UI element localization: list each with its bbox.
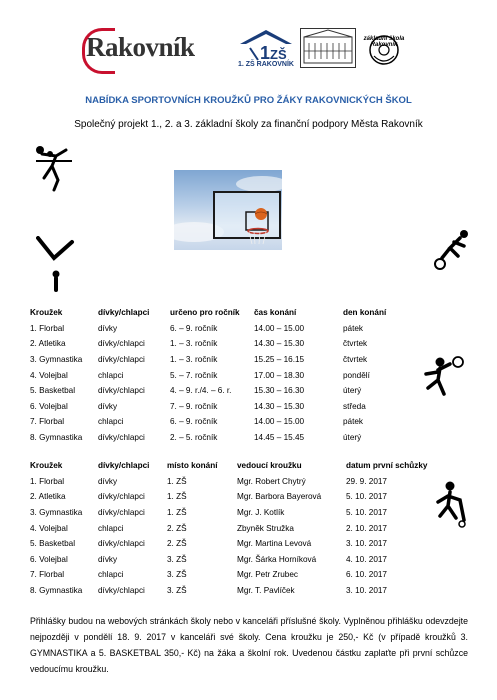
column-header: čas konání bbox=[254, 308, 297, 318]
table-cell: 4. – 9. r./4. – 6. r. bbox=[170, 386, 232, 396]
table-cell: 17.00 – 18.30 bbox=[254, 370, 305, 380]
table-row bbox=[30, 520, 446, 536]
table-cell: 8. Gymnastika bbox=[30, 586, 83, 596]
table-cell: 2. – 5. ročník bbox=[170, 433, 218, 443]
volleyball-player-icon bbox=[34, 144, 74, 194]
table-cell: úterý bbox=[343, 386, 362, 396]
table-cell: 4. Volejbal bbox=[30, 523, 68, 533]
table-cell: chlapci bbox=[98, 570, 124, 580]
table-cell: dívky/chlapci bbox=[98, 339, 145, 349]
table-cell: dívky bbox=[98, 401, 118, 411]
table-cell: 15.25 – 16.15 bbox=[254, 355, 305, 365]
school-circle-logo bbox=[362, 26, 406, 70]
table-cell: dívky bbox=[98, 476, 118, 486]
gymnast-icon bbox=[36, 236, 76, 292]
table-cell: chlapci bbox=[98, 523, 124, 533]
table-cell: dívky bbox=[98, 554, 118, 564]
table-cell: 2. ZŠ bbox=[167, 523, 187, 533]
column-header: Kroužek bbox=[30, 461, 63, 471]
football-player-icon bbox=[430, 226, 474, 270]
table-cell: 6. – 9. ročník bbox=[170, 323, 218, 333]
table-cell: 2. 10. 2017 bbox=[346, 523, 387, 533]
subtitle: Společný projekt 1., 2. a 3. základní školy za finanční podpory Města Rakovník bbox=[74, 119, 423, 130]
column-header: místo konání bbox=[167, 461, 218, 471]
table-cell: 14.45 – 15.45 bbox=[254, 433, 305, 443]
school-building-logo bbox=[300, 28, 356, 68]
table-cell: 5. – 7. ročník bbox=[170, 370, 218, 380]
table-row bbox=[30, 505, 446, 521]
svg-text:ZŠ: ZŠ bbox=[270, 47, 287, 62]
table-cell: 3. ZŠ bbox=[167, 570, 187, 580]
table-cell: 3. Gymnastika bbox=[30, 508, 83, 518]
table-cell: 1. ZŠ bbox=[167, 492, 187, 502]
table-row bbox=[30, 430, 423, 446]
table-cell: chlapci bbox=[98, 417, 124, 427]
table-header-row bbox=[30, 305, 423, 321]
column-header: vedoucí kroužku bbox=[237, 461, 302, 471]
page-title: NABÍDKA SPORTOVNÍCH KROUŽKŮ PRO ŽÁKY RAKOVNICKÝCH ŠKOL bbox=[85, 95, 412, 106]
table-cell: 1. – 3. ročník bbox=[170, 355, 218, 365]
table-cell: Mgr. Šárka Horníková bbox=[237, 554, 317, 564]
table-cell: 5. Basketbal bbox=[30, 539, 76, 549]
leaders-table bbox=[30, 458, 446, 598]
table-cell: pátek bbox=[343, 323, 364, 333]
table-cell: 1. Florbal bbox=[30, 476, 65, 486]
table-cell: 3. ZŠ bbox=[167, 554, 187, 564]
column-header: Kroužek bbox=[30, 308, 63, 318]
table-cell: dívky/chlapci bbox=[98, 355, 145, 365]
table-header-row bbox=[30, 458, 446, 474]
table-cell: 7. – 9. ročník bbox=[170, 401, 218, 411]
table-row bbox=[30, 414, 423, 430]
column-header: den konání bbox=[343, 308, 387, 318]
table-cell: 3. Gymnastika bbox=[30, 355, 83, 365]
table-cell: dívky/chlapci bbox=[98, 539, 145, 549]
table-cell: 1. – 3. ročník bbox=[170, 339, 218, 349]
table-cell: pátek bbox=[343, 417, 364, 427]
table-cell: 2. Atletika bbox=[30, 339, 66, 349]
table-cell: pondělí bbox=[343, 370, 370, 380]
table-cell: 15.30 – 16.30 bbox=[254, 386, 305, 396]
table-cell: 8. Gymnastika bbox=[30, 433, 83, 443]
table-cell: 2. Atletika bbox=[30, 492, 66, 502]
table-cell: úterý bbox=[343, 433, 362, 443]
table-row bbox=[30, 567, 446, 583]
table-cell: dívky/chlapci bbox=[98, 508, 145, 518]
table-row bbox=[30, 367, 423, 383]
table-cell: 14.30 – 15.30 bbox=[254, 401, 305, 411]
table-cell: 5. 10. 2017 bbox=[346, 508, 387, 518]
table-cell: Zbyněk Stružka bbox=[237, 523, 294, 533]
table-cell: 7. Florbal bbox=[30, 417, 65, 427]
column-header: dívky/chlapci bbox=[98, 461, 150, 471]
column-header: datum první schůzky bbox=[346, 461, 428, 471]
table-cell: 5. Basketbal bbox=[30, 386, 76, 396]
table-row bbox=[30, 474, 446, 490]
table-row bbox=[30, 489, 446, 505]
table-row bbox=[30, 583, 446, 599]
table-cell: čtvrtek bbox=[343, 339, 368, 349]
schedule-table bbox=[30, 305, 423, 445]
table-cell: dívky/chlapci bbox=[98, 586, 145, 596]
table-cell: Mgr. J. Kotlík bbox=[237, 508, 285, 518]
table-cell: dívky/chlapci bbox=[98, 492, 145, 502]
table-cell: Mgr. Petr Zrubec bbox=[237, 570, 298, 580]
table-cell: dívky/chlapci bbox=[98, 386, 145, 396]
footer-note: Přihlášky budou na webových stránkách školy nebo v kanceláři příslušné školy. Vyplněnou přihlášku odevzdejte nejpozději v pondělí 18. 9. 2017 v kanceláři své školy. Cena kroužku je 250,- Kč (v případě kroužků 3. GYMNASTIKA a 5. BASKETBAL 350,- Kč) na žáka a školní rok. Uvedenou částku zaplaťte při první schůzce vedoucímu kroužku. bbox=[30, 616, 468, 674]
table-cell: 6. Volejbal bbox=[30, 401, 68, 411]
table-cell: 4. 10. 2017 bbox=[346, 554, 387, 564]
table-row bbox=[30, 383, 423, 399]
table-cell: 14.00 – 15.00 bbox=[254, 417, 305, 427]
table-cell: 1. ZŠ bbox=[167, 476, 187, 486]
column-header: určeno pro ročník bbox=[170, 308, 240, 318]
table-row bbox=[30, 352, 423, 368]
table-row bbox=[30, 336, 423, 352]
table-row bbox=[30, 552, 446, 568]
table-cell: 6. 10. 2017 bbox=[346, 570, 387, 580]
table-cell: 14.30 – 15.30 bbox=[254, 339, 305, 349]
rakovnik-logo-text: Rakovník bbox=[86, 32, 195, 62]
rakovnik-logo bbox=[86, 32, 195, 63]
table-cell: Mgr. Martina Levová bbox=[237, 539, 312, 549]
table-row bbox=[30, 536, 446, 552]
table-cell: Mgr. T. Pavlíček bbox=[237, 586, 295, 596]
table-cell: 3. ZŠ bbox=[167, 586, 187, 596]
table-cell: chlapci bbox=[98, 370, 124, 380]
table-cell: Mgr. Robert Chytrý bbox=[237, 476, 306, 486]
table-cell: 29. 9. 2017 bbox=[346, 476, 387, 486]
table-row bbox=[30, 399, 423, 415]
school-circle-logo-text: základní škola Rakovník bbox=[363, 36, 405, 48]
zs-logo bbox=[236, 28, 296, 70]
table-cell: čtvrtek bbox=[343, 355, 368, 365]
table-cell: 4. Volejbal bbox=[30, 370, 68, 380]
table-cell: 7. Florbal bbox=[30, 570, 65, 580]
table-cell: 6. – 9. ročník bbox=[170, 417, 218, 427]
zs-logo-text: 1. ZŠ RAKOVNÍK bbox=[237, 61, 294, 68]
table-row bbox=[30, 321, 423, 337]
table-cell: 6. Volejbal bbox=[30, 554, 68, 564]
basketball-player-icon bbox=[418, 352, 468, 398]
basketball-hoop-photo bbox=[174, 170, 282, 250]
table-cell: 14.00 – 15.00 bbox=[254, 323, 305, 333]
svg-text:1: 1 bbox=[260, 43, 271, 62]
column-header: dívky/chlapci bbox=[98, 308, 150, 318]
table-cell: dívky/chlapci bbox=[98, 433, 145, 443]
table-cell: 5. 10. 2017 bbox=[346, 492, 387, 502]
table-cell: 3. 10. 2017 bbox=[346, 586, 387, 596]
table-cell: 3. 10. 2017 bbox=[346, 539, 387, 549]
table-cell: středa bbox=[343, 401, 366, 411]
table-cell: Mgr. Barbora Bayerová bbox=[237, 492, 322, 502]
table-cell: 1. ZŠ bbox=[167, 508, 187, 518]
table-cell: dívky bbox=[98, 323, 118, 333]
table-cell: 2. ZŠ bbox=[167, 539, 187, 549]
table-cell: 1. Florbal bbox=[30, 323, 65, 333]
